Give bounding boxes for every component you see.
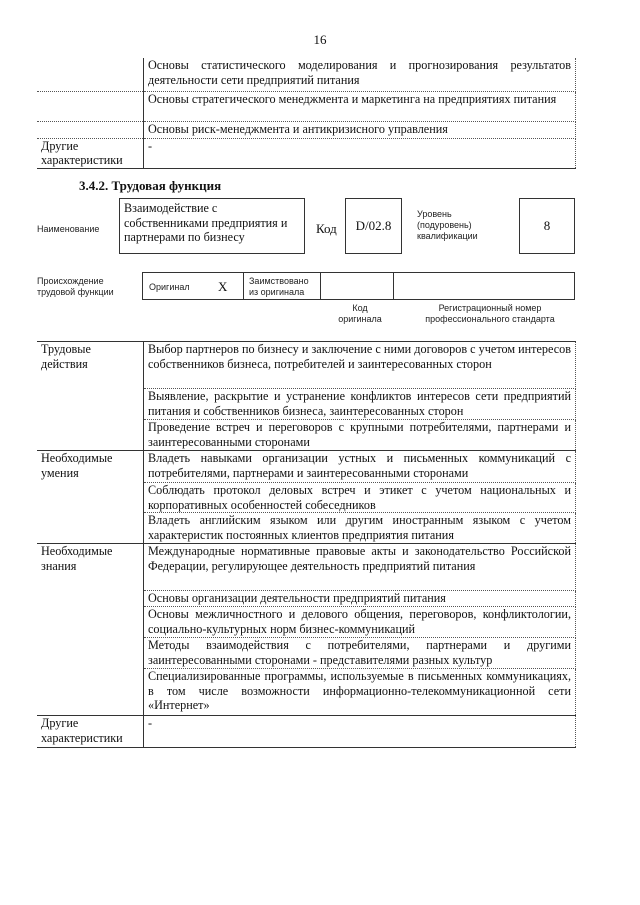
- table-cell: Основы межличностного и делового общения, переговоров, конфликтологии, социально-культурных норм бизнес-коммуникаций: [144, 607, 576, 638]
- table-cell: Основы организации деятельности предприятий питания: [144, 591, 576, 607]
- code-label: Код: [316, 221, 337, 236]
- row-label: Необходимые знания: [37, 544, 144, 716]
- function-name: Взаимодействие с собственниками предприятия и партнерами по бизнесу: [119, 198, 305, 254]
- function-code: D/02.8: [345, 198, 402, 254]
- table-cell: -: [144, 716, 576, 748]
- row-label: Другие характеристики: [37, 716, 144, 748]
- name-label: Наименование: [37, 224, 100, 234]
- previous-table: [37, 58, 576, 169]
- table-cell: Соблюдать протокол деловых встреч и этикет с учетом национальных и корпоративных особенностей собеседников: [144, 483, 576, 513]
- table-label-cell: [37, 91, 144, 121]
- table-cell: Основы стратегического менеджмента и маркетинга на предприятиях питания: [144, 91, 576, 121]
- table-label-cell: [37, 58, 144, 91]
- code-caption: Код оригинала: [338, 303, 382, 324]
- table-cell: Методы взаимодействия с потребителями, партнерами и другими заинтересованными сторонами - представителями разных культур: [144, 638, 576, 669]
- row-label: Трудовые действия: [37, 342, 144, 451]
- table-cell: Владеть английским языком или другим иностранным языком с учетом характеристик постоянных клиентов предприятия питания: [144, 513, 576, 544]
- table-cell: Выбор партнеров по бизнесу и заключение с ними договоров с учетом интересов собственников бизнеса, потребителей и заинтересованных сторон: [144, 342, 576, 389]
- function-details-table: [37, 341, 576, 748]
- table-cell: Выявление, раскрытие и устранение конфликтов интересов сети предприятий питания и собственников бизнеса, заинтересованных сторон: [144, 389, 576, 420]
- table-cell: Основы статистического моделирования и прогнозирования результатов деятельности сети предприятий питания: [144, 58, 576, 91]
- original-mark: X: [218, 279, 228, 294]
- original-label: Оригинал: [149, 282, 190, 292]
- origin-box: [142, 272, 575, 300]
- table-cell: -: [144, 138, 576, 168]
- table-cell: Основы риск-менеджмента и антикризисного управления: [144, 121, 576, 138]
- origin-label: Происхождение трудовой функции: [37, 276, 114, 297]
- level-label: Уровень (подуровень) квалификации: [417, 209, 478, 241]
- divider: [320, 273, 321, 299]
- divider: [393, 273, 394, 299]
- table-label-cell: [37, 121, 144, 138]
- qualification-level: 8: [519, 198, 575, 254]
- page-number: 16: [313, 32, 327, 47]
- table-cell: Владеть навыками организации устных и письменных коммуникаций с потребителями, партнерами и заинтересованными сторонами: [144, 451, 576, 483]
- row-label: Необходимые умения: [37, 451, 144, 544]
- reg-caption: Регистрационный номер профессионального стандарта: [425, 303, 555, 324]
- table-label-cell: Другие характеристики: [37, 138, 144, 168]
- borrowed-label: Заимствовано из оригинала: [249, 276, 309, 297]
- table-cell: Проведение встреч и переговоров с крупными потребителями, партнерами и заинтересованными сторонами: [144, 420, 576, 451]
- table-cell: Международные нормативные правовые акты и законодательство Российской Федерации, регулирующее деятельность предприятий питания: [144, 544, 576, 591]
- section-title: 3.4.2. Трудовая функция: [79, 178, 222, 193]
- table-cell: Специализированные программы, используемые в письменных коммуникациях, в том числе возможности информационно-телекоммуникационной сети «Интернет»: [144, 669, 576, 716]
- divider: [243, 273, 244, 299]
